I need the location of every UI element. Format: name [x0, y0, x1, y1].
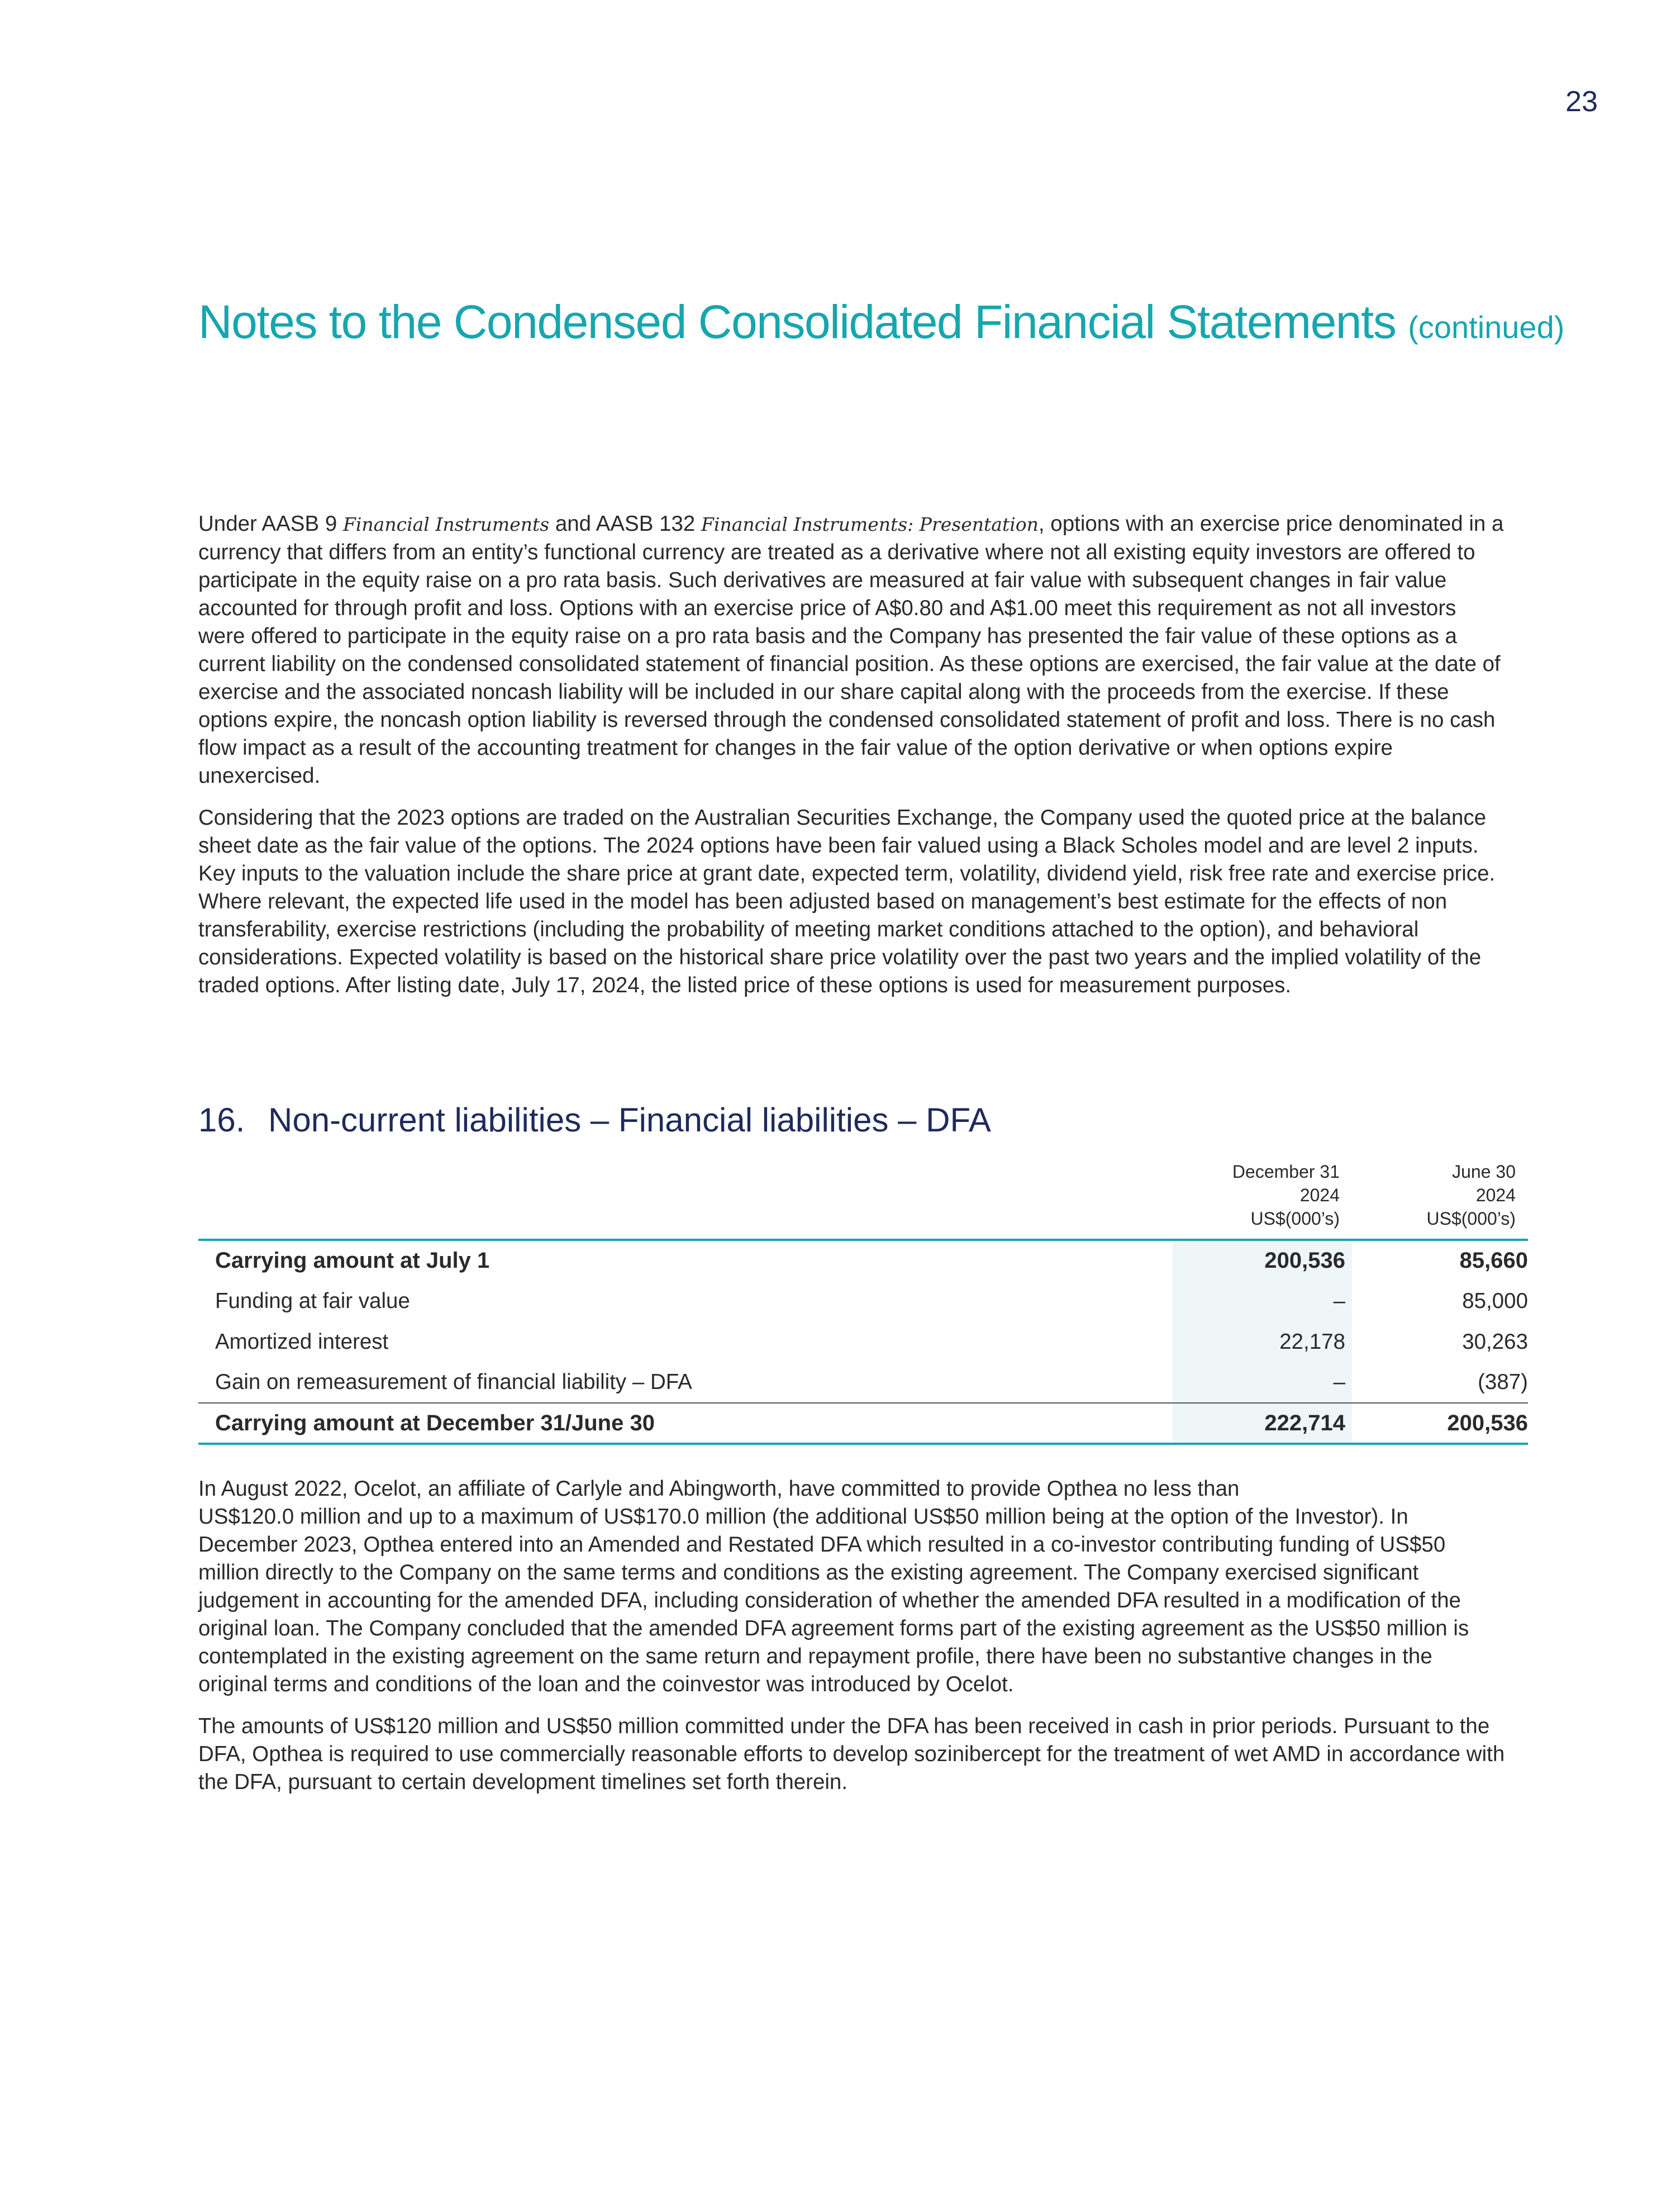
page-title-text: Notes to the Condensed Consolidated Financial Statements — [198, 296, 1396, 348]
intro-p1-rest: , options with an exercise price denominated in a currency that differs from an entity’s functional currency are treated as a derivative where not all existing equity investors are offered to participate in the equity raise on a pro rata basis. Such derivatives are measured at fair value with subsequent changes in fair value accounted for through profit and loss. Options with an exercise price of A$0.80 and A$1.00 meet this requirement as not all investors were offered to participate in the equity raise on a pro rata basis and the Company has presented the fair value of these options as a current liability on the condensed consolidated statement of financial position. As these options are exercised, the fair value at the date of exercise and the associated noncash liability will be included in our share capital along with the proceeds from the exercise. If these options expire, the noncash option liability is reversed through the condensed consolidated statement of profit and loss. There is no cash flow impact as a result of the accounting treatment for changes in the fair value of the option derivative or when options expire unexercised. — [198, 512, 1504, 788]
col-dec-line2: 2024 — [1299, 1185, 1340, 1205]
table-row — [198, 1362, 1528, 1403]
row-label: Funding at fair value — [215, 1288, 410, 1313]
column-header-december — [1232, 1160, 1340, 1230]
row-label: Carrying amount at December 31/June 30 — [198, 1403, 1173, 1444]
notes-p1-rest: US$120.0 million and up to a maximum of US$170.0 million (the additional US$50 million being at the option of the Investor). In December 2023, Opthea entered into an Amended and Restated DFA which resulted in a co-investor contributing funding of US$50 million directly to the Company on the same terms and conditions as the existing agreement. The Company exercised significant judgement in accounting for the amended DFA, including consideration of whether the amended DFA resulted in a modification of the original loan. The Company concluded that the amended DFA agreement forms part of the existing agreement as the US$50 million is contemplated in the existing agreement on the same return and repayment profile, there have been no substantive changes in the original terms and conditions of the loan and the coinvestor was introduced by Ocelot. — [198, 1505, 1469, 1696]
notes-p1-line1: In August 2022, Ocelot, an affiliate of Carlyle and Abingworth, have committed to provide Opthea no less than — [198, 1477, 1240, 1501]
col-jun-line1: June 30 — [1452, 1162, 1516, 1182]
col-jun-line3: US$(000’s) — [1426, 1209, 1516, 1229]
col-jun-line2: 2024 — [1475, 1185, 1516, 1205]
intro-text — [198, 510, 1506, 1014]
dfa-liability-table — [198, 1239, 1528, 1445]
row-label: Amortized interest — [215, 1329, 389, 1354]
value-december: 22,178 — [1173, 1321, 1352, 1362]
value-june: 200,536 — [1352, 1403, 1528, 1444]
value-december: 200,536 — [1173, 1240, 1352, 1281]
notes-paragraph-2: The amounts of US$120 million and US$50 million committed under the DFA has been received in cash in prior periods. Pursuant to the DFA, Opthea is required to use commercially reasonable efforts to develop sozinibercept for the treatment of wet AMD in accordance with the DFA, pursuant to certain development timelines set forth therein. — [198, 1714, 1505, 1794]
intro-paragraph-2: Considering that the 2023 options are traded on the Australian Securities Exchange, the Company used the quoted price at the balance sheet date as the fair value of the options. The 2024 options have been fair valued using a Black Scholes model and are level 2 inputs. Key inputs to the valuation include the share price at grant date, expected term, volatility, dividend yield, risk free rate and exercise price. Where relevant, the expected life used in the model has been adjusted based on management’s best estimate for the effects of non transferability, exercise restrictions (including the probability of meeting market conditions attached to the option), and behavioral considerations. Expected volatility is based on the historical share price volatility over the past two years and the implied volatility of the traded options. After listing date, July 17, 2024, the listed price of these options is used for measurement purposes. — [198, 806, 1496, 997]
value-june: 30,263 — [1462, 1329, 1528, 1354]
row-label: Gain on remeasurement of financial liability – DFA — [215, 1370, 692, 1394]
intro-p1-italic-2: Financial Instruments: Presentation — [701, 513, 1039, 535]
table-row — [198, 1240, 1528, 1281]
table-row — [198, 1281, 1528, 1321]
intro-paragraph-1 — [198, 510, 1506, 790]
col-dec-line3: US$(000’s) — [1250, 1209, 1340, 1229]
page-title-suffix: (continued) — [1408, 310, 1565, 345]
value-june: (387) — [1478, 1370, 1528, 1394]
value-december: – — [1173, 1281, 1352, 1321]
value-june: 85,660 — [1352, 1240, 1528, 1281]
notes-paragraph-1 — [198, 1475, 1506, 1699]
page-title — [198, 295, 1564, 349]
section-heading — [198, 1101, 991, 1139]
value-december: 222,714 — [1173, 1403, 1352, 1444]
section-number: 16. — [198, 1101, 245, 1139]
value-december: – — [1173, 1362, 1352, 1403]
intro-p1-pre: Under AASB 9 — [198, 512, 337, 536]
section-title: Non-current liabilities – Financial liabilities – DFA — [268, 1101, 991, 1139]
column-header-june — [1427, 1160, 1516, 1230]
intro-p1-italic-1: Financial Instruments — [342, 513, 550, 535]
table-row-total — [198, 1403, 1528, 1444]
value-june: 85,000 — [1462, 1288, 1528, 1313]
col-dec-line1: December 31 — [1232, 1162, 1340, 1182]
page-number: 23 — [1565, 85, 1598, 118]
notes-text — [198, 1475, 1506, 1810]
table-row — [198, 1321, 1528, 1362]
row-label: Carrying amount at July 1 — [198, 1240, 1173, 1281]
intro-p1-mid: and AASB 132 — [555, 512, 696, 536]
